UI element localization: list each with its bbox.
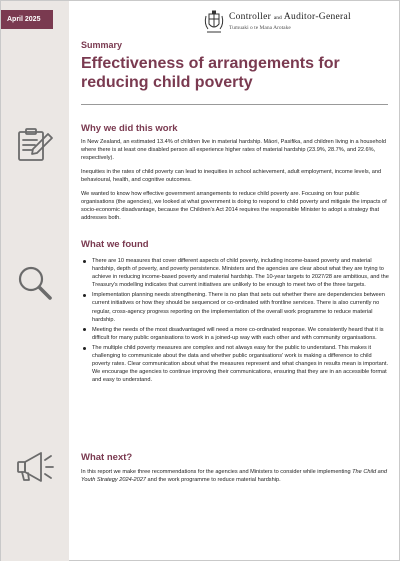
coat-of-arms-icon (203, 10, 225, 34)
page-title: Effectiveness of arrangements for reducing child poverty (81, 55, 340, 91)
date-badge: April 2025 (1, 10, 53, 29)
strategy-title: The Child and Youth Strategy 2024-2027 (81, 469, 387, 484)
findings-list (81, 257, 389, 386)
heading-what-we-found: What we found (81, 239, 149, 250)
why-paragraph-1: In New Zealand, an estimated 13.4% of children live in material hardship. Māori, Pasifika, and children living in a household where there is at least one disabled person all experience higher rates of material hardship (23.9%, 28.7%, and 22.6%, respectively). (81, 139, 387, 162)
why-paragraph-2: Inequities in the rates of child poverty can lead to inequities in school achievement, adult employment, income levels, and behavioural, health, and cognitive outcomes. (81, 169, 382, 184)
list-item: Meeting the needs of the most disadvantaged will need a more co-ordinated response. We consistently heard that it is difficult for many public organisations to work in a joined-up way with each other and with community organisations. (81, 326, 389, 342)
left-sidebar (1, 1, 69, 561)
title-divider (81, 104, 388, 105)
heading-what-next: What next? (81, 452, 133, 463)
list-item: The multiple child poverty measures are complex and not always easy for the public to understand. This makes it challenging to communicate about the data and whether public organisations' work is making a difference to child poverty rates. Clear communication about what the measures represent and what changes in results mean is important. We encourage the agencies to continue improving their communications, ensuring that they are in an accessible format and easy to understand. (81, 344, 389, 384)
summary-label: Summary (81, 40, 123, 50)
what-next-paragraph: In this report we make three recommendations for the agencies and Ministers to consider while implementing The Child and Youth Strategy 2024-2027 and the work programme to reduce material hardship. (81, 469, 387, 484)
why-paragraph-3: We wanted to know how effective government arrangements to reduce child poverty are. Focusing on four public organisations (the agencies), we looked at what government is doing to respond to child poverty and mitigate the impacts of socio-economic disadvantage, because the Children's Act 2014 requires the responsible Minister to adopt a strategy that addresses both. (81, 191, 387, 222)
list-item: There are 10 measures that cover different aspects of child poverty, including income-based poverty and material hardship, depth of poverty, and poverty persistence. Ministers and the agencies are clear about what they are trying to achieve in reducing income-based poverty and material hardship. The 10-year targets to 2027/28 are ambitious, and the Treasury's modelling indicates that current initiatives are unlikely to be enough to meet two of the three targets. (81, 257, 389, 289)
magnifying-glass-icon (15, 263, 55, 303)
heading-why-we-did-this-work: Why we did this work (81, 123, 178, 134)
megaphone-icon (15, 447, 55, 487)
oag-logo (203, 10, 393, 36)
logo-maori-name: Tumuaki o te Mana Arotake (229, 25, 291, 31)
clipboard-pen-icon (15, 125, 55, 165)
logo-wordmark: Controller and Auditor-General (229, 12, 351, 22)
list-item: Implementation planning needs strengthening. There is no plan that sets out whether there are dependencies between current initiatives or how they should be sequenced or co-ordinated with frontline services. There is also currently no regular, cross-agency progress reporting on the implementation of the overall work programme to reduce material hardship. (81, 291, 389, 323)
